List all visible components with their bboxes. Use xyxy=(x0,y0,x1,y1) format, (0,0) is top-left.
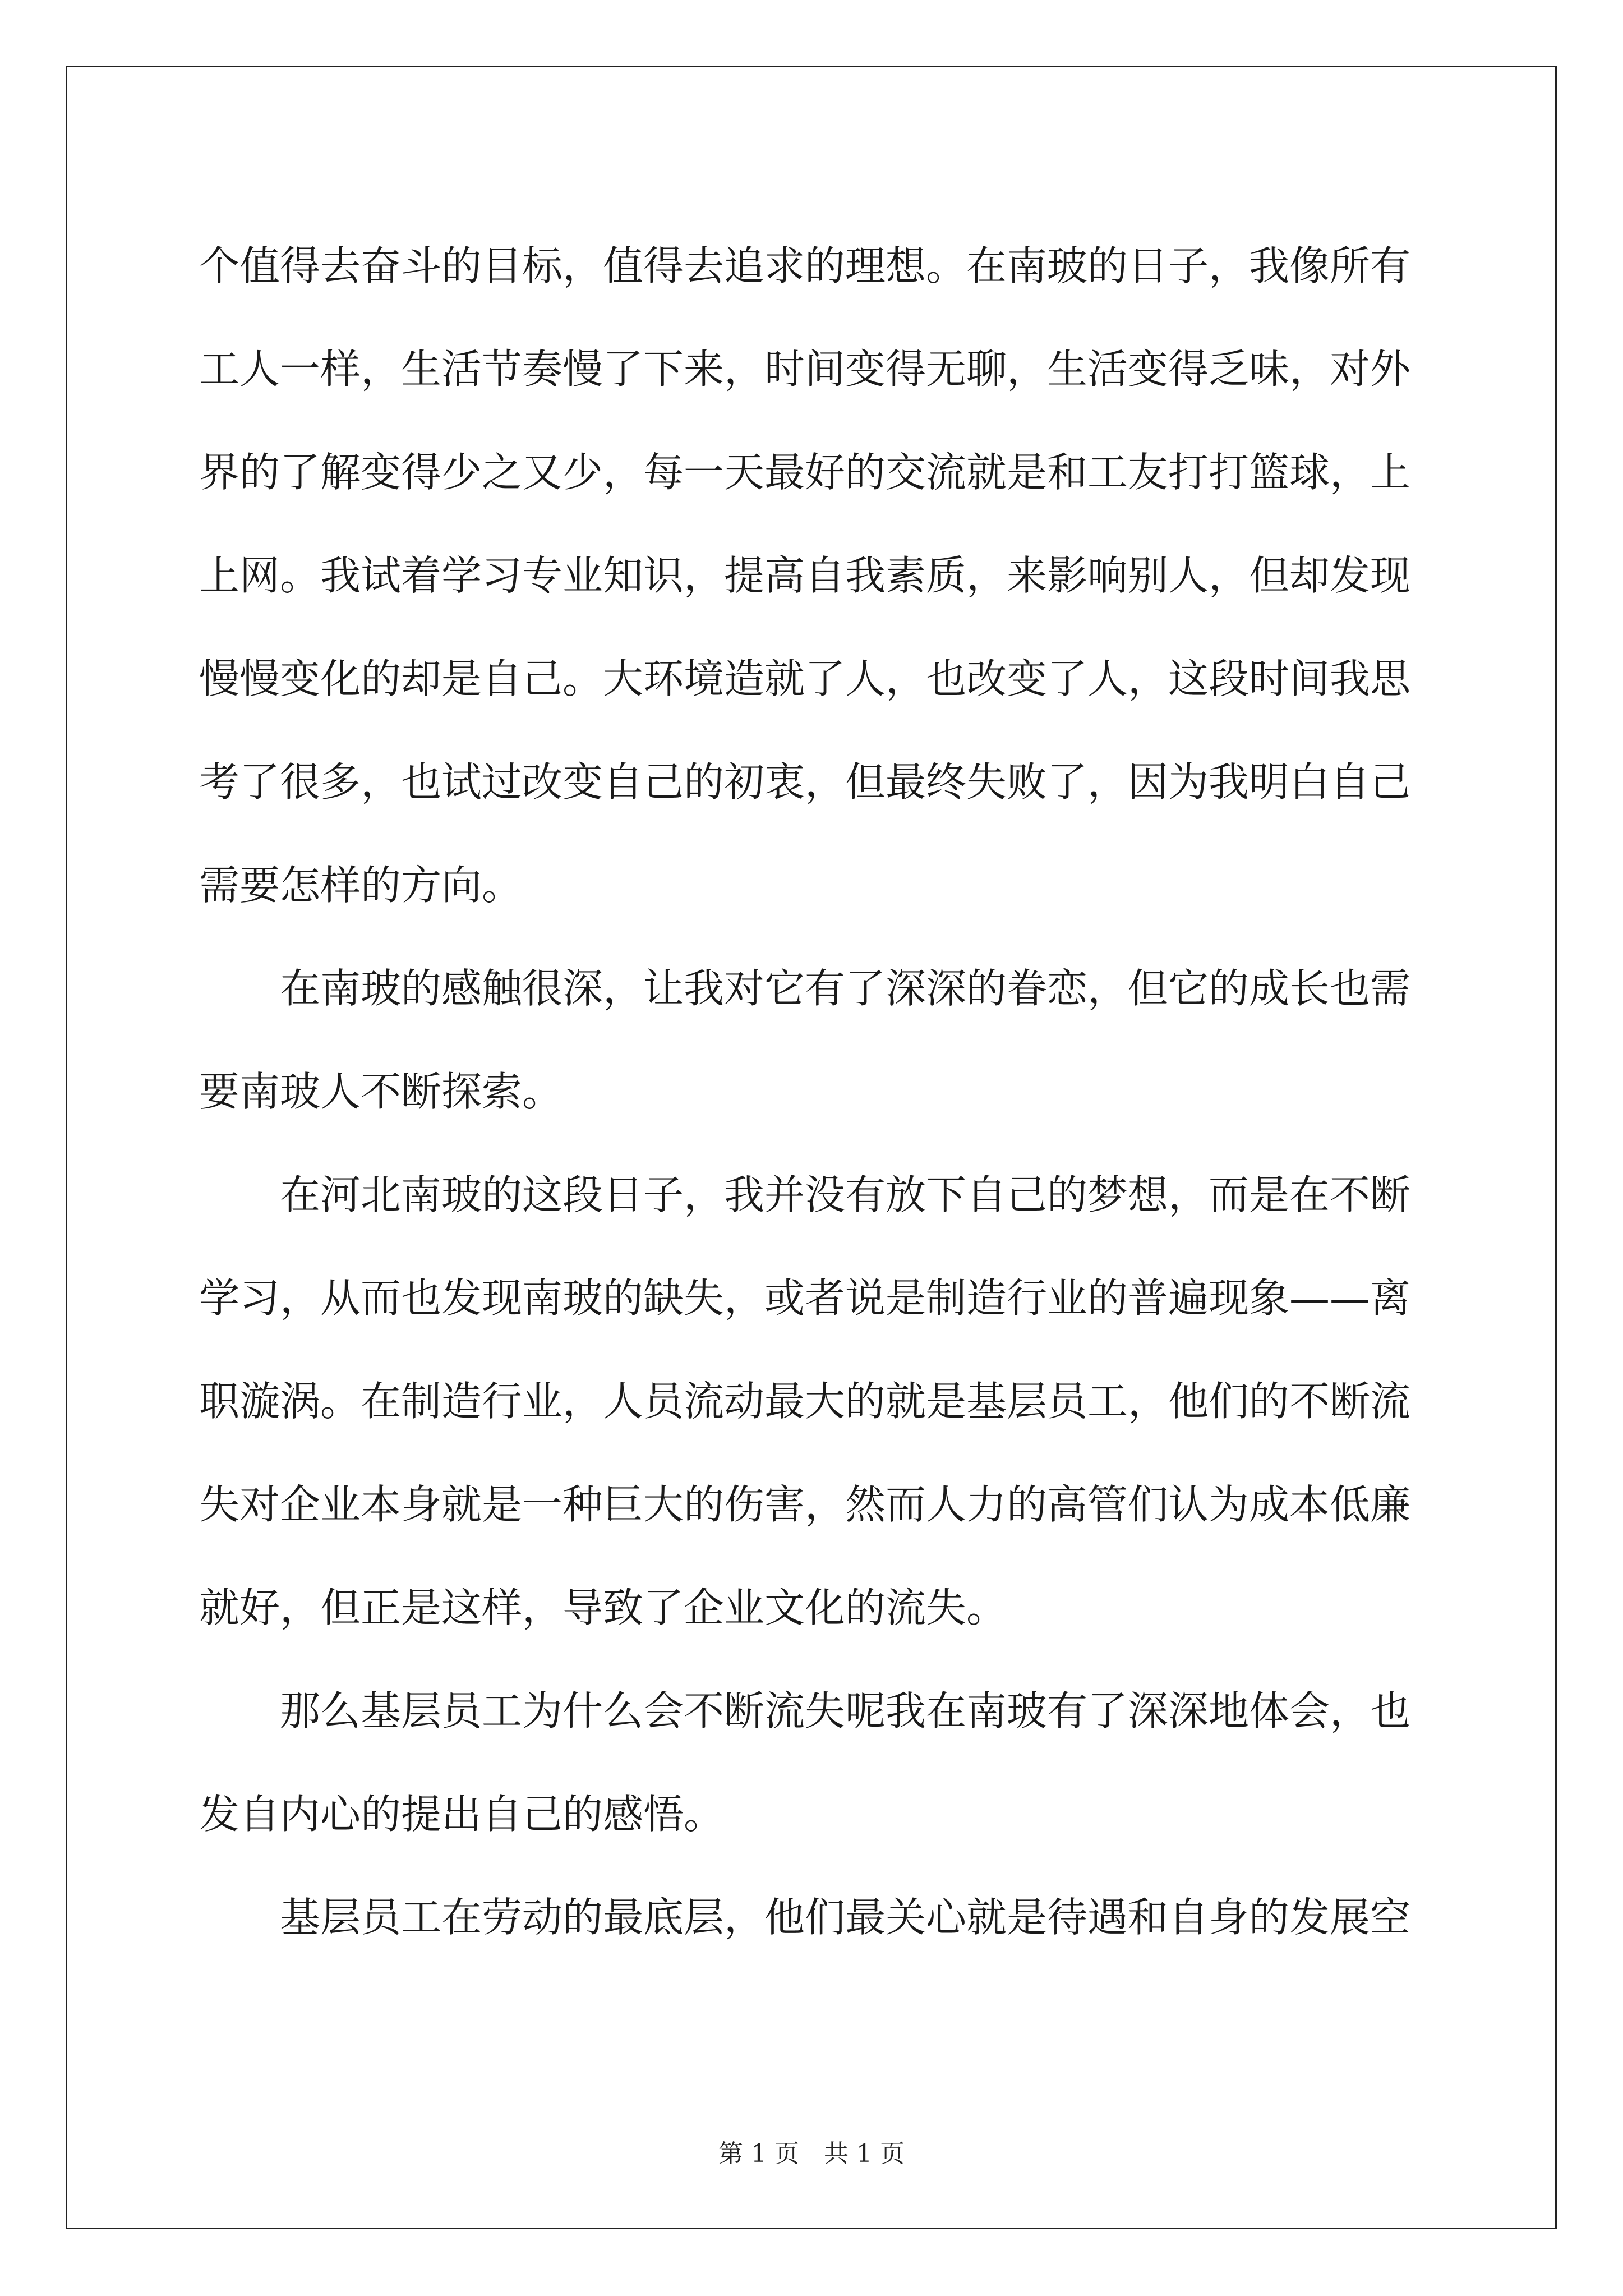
page-number-footer: 第 1 页 共 1 页 xyxy=(718,2139,905,2168)
paragraph-1: 个值得去奋斗的目标，值得去追求的理想。在南玻的日子，我像所有 工人一样，生活节奏慢了下来，时间变得无聊，生活变得乏味，对外 界的了解变得少之又少，每一天最好的交流就是和工友打打篮球，上 上网。我试着学习专业知识，提高自我素质，来影响别人，但却发现 慢慢变化的却是自己。大环境造就了人，也改变了人，这段时间我思 考了很多，也试过改变自己的初衷，但最终失败了，因为我明白自己 需要怎样的方向。 xyxy=(199,242,1411,909)
paragraph-4: 那么基层员工为什么会不断流失呢我在南玻有了深深地体会，也 发自内心的提出自己的感悟。 xyxy=(199,1687,1411,1838)
paragraph-3: 在河北南玻的这段日子，我并没有放下自己的梦想，而是在不断 学习，从而也发现南玻的缺失，或者说是制造行业的普遍现象——离 职漩涡。在制造行业，人员流动最大的就是基层员工，他们的不断流 失对企业本身就是一种巨大的伤害，然而人力的高管们认为成本低廉 就好，但正是这样，导致了企业文化的流失。 xyxy=(199,1171,1411,1631)
paragraph-5: 基层员工在劳动的最底层，他们最关心就是待遇和自身的发展空 xyxy=(199,1894,1411,1941)
document-body xyxy=(199,214,1433,1969)
paragraph-2: 在南玻的感触很深，让我对它有了深深的眷恋，但它的成长也需 要南玻人不断探索。 xyxy=(199,965,1411,1115)
